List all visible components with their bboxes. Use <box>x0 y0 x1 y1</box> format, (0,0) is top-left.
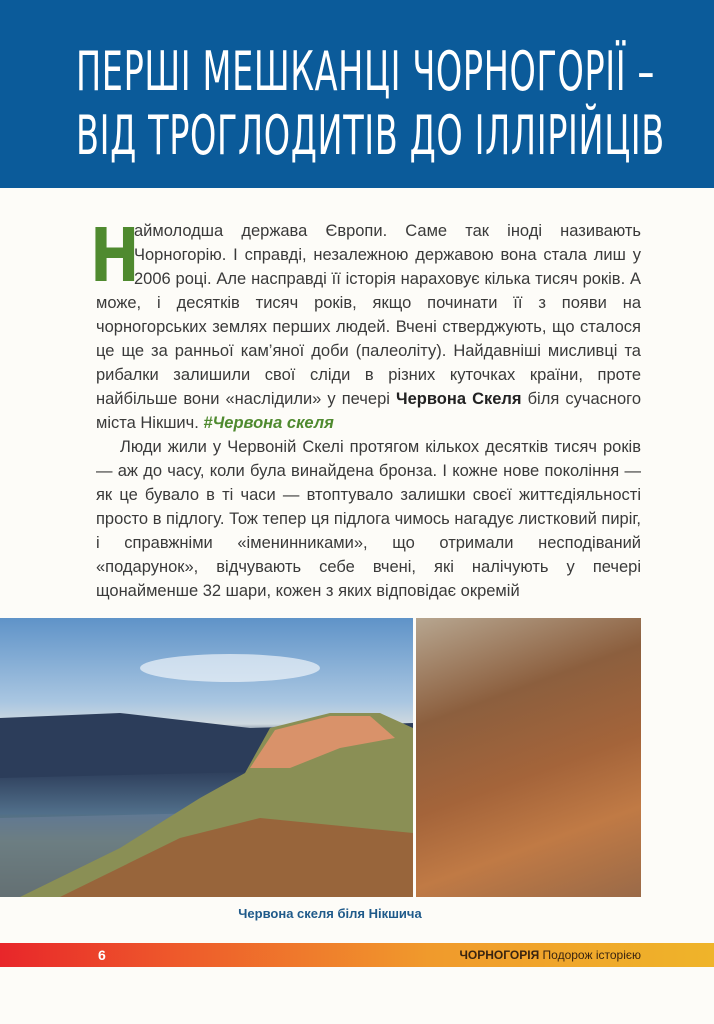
page-footer <box>0 943 714 967</box>
drop-cap: Н <box>90 213 140 299</box>
paragraph-1-text: аймолодша держава Європи. Саме так іноді називають Чорногорію. І справді, незалежною державою вона стала лиш у 2006 році. Але насправді її історія нараховує кілька тисяч років. А може, і десятків тисяч років, якщо починати її з появи на чорногорських землях перших людей. Вчені стверджують, що сталося це ще за ранньої кам’яної доби (палеоліту). Найдавніші мисливці та рибалки залишили свої сліди в різних куточках країни, проте найбільше вони «наслідили» у печері <box>96 222 641 408</box>
landscape-illustration <box>0 618 413 897</box>
paragraph-1-text-after: біля сучасного міста Нікшич. <box>96 390 641 432</box>
book-title: ЧОРНОГОРІЯ <box>459 948 540 962</box>
running-title <box>459 948 641 962</box>
book-subtitle: Подорож історією <box>542 948 641 962</box>
title-line-2: ВІД ТРОГЛОДИТІВ ДО ІЛЛІРІЙЦІВ <box>76 104 665 167</box>
photo-red-rock-landscape <box>0 618 413 897</box>
paragraph-1 <box>90 213 641 435</box>
hashtag-link[interactable]: #Червона скеля <box>203 414 334 432</box>
page-header <box>0 0 714 188</box>
bold-place-name: Червона Скеля <box>396 390 522 408</box>
page-number: 6 <box>98 947 106 963</box>
paragraph-2: Люди жили у Червоній Скелі протягом кількох десятків тисяч років — аж до часу, коли була винайдена бронза. І кожне нове покоління — як це бувало в ті часи — втоптувало залишки своєї життєдіяльності просто в підлогу. Тож тепер ця підлога чимось нагадує листковий пиріг, і справжніми «іменинниками», що отримали несподіваний «подарунок», відчувають себе вчені, які налічують у печері щонайменше 32 шари, кожен з яких відповідає окремій <box>96 438 641 600</box>
photo-cave-excavation <box>416 618 641 897</box>
title-line-1: ПЕРШІ МЕШКАНЦІ ЧОРНОГОРІЇ – <box>76 40 655 103</box>
page-title <box>76 40 665 168</box>
photo-caption: Червона скеля біля Нікшича <box>238 906 422 921</box>
article-body <box>90 213 641 603</box>
